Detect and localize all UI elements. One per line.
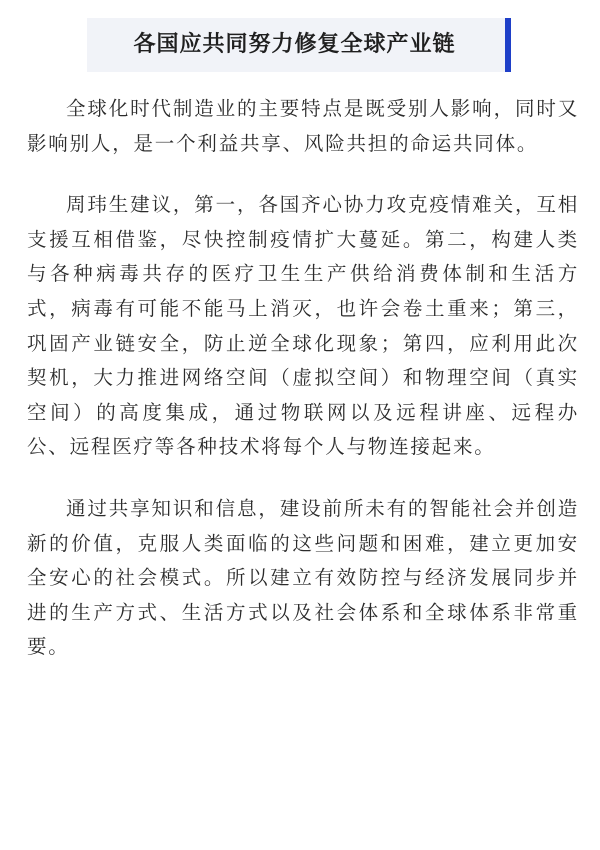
paragraph-3: 通过共享知识和信息，建设前所未有的智能社会并创造新的价值，克服人类面临的这些问题和困难，建立更加安全安心的社会模式。所以建立有效防控与经济发展同步并进的生产方式、生活方式以及社会体系和全球体系非常重要。 (27, 496, 579, 659)
article-title: 各国应共同努力修复全球产业链 (133, 32, 456, 57)
article-body (27, 92, 579, 692)
paragraph-1: 全球化时代制造业的主要特点是既受别人影响，同时又影响别人，是一个利益共享、风险共担的命运共同体。 (27, 97, 579, 155)
paragraph-2: 周玮生建议，第一，各国齐心协力攻克疫情难关，互相支援互相借鉴，尽快控制疫情扩大蔓延。第二，构建人类与各种病毒共存的医疗卫生生产供给消费体制和生活方式，病毒有可能不能马上消灭，也许会卷土重来；第三，巩固产业链安全，防止逆全球化现象；第四，应利用此次契机，大力推进网络空间（虚拟空间）和物理空间（真实空间）的高度集成，通过物联网以及远程讲座、远程办公、远程医疗等各种技术将每个人与物连接起来。 (27, 193, 579, 459)
title-accent-bar (505, 18, 511, 72)
title-banner (87, 18, 508, 72)
